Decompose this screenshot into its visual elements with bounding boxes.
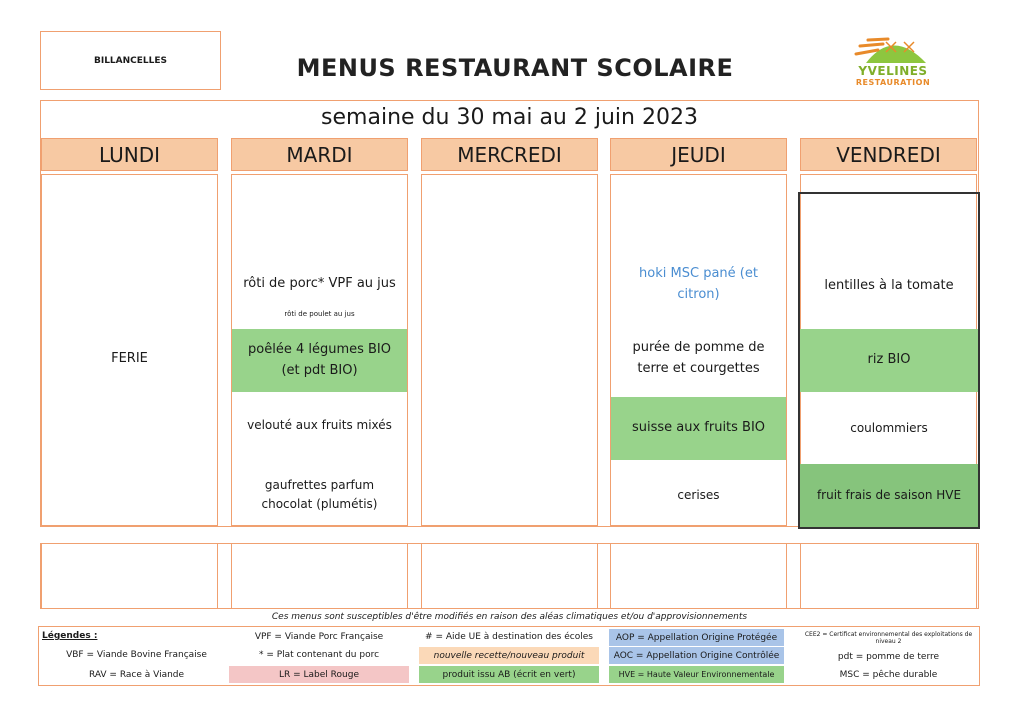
legend-label-rouge: LR = Label Rouge [229,666,409,683]
empty-cell-wednesday [421,543,598,609]
menu-item-dessert: cerises [677,488,720,503]
logo-text-yvelines: YVELINES [858,64,928,78]
menu-item-main: hoki MSC pané (et citron) [639,266,758,302]
day-header-monday: LUNDI [41,138,218,171]
disclaimer-text: Ces menus sont susceptibles d'être modifiés en raison des aléas climatiques et/ou d'approvisionnements [271,612,748,622]
legend-box [38,626,980,686]
legend-pork: * = Plat contenant du porc [258,650,380,660]
day-column-tuesday [231,174,408,526]
legend-vbf: VBF = Viande Bovine Française [66,650,207,660]
friday-menu-box [798,192,980,529]
page-title: MENUS RESTAURANT SCOLAIRE [296,54,734,82]
legend-organic: produit issu AB (écrit en vert) [419,666,599,683]
menu-item-main: lentilles à la tomate [824,277,954,293]
menu-item-main: rôti de porc* VPF au jus [243,275,396,291]
day-column-wednesday [421,174,598,526]
school-name-box [40,31,221,90]
empty-cell-monday [41,543,218,609]
day-header-thursday: JEUDI [610,138,787,171]
menu-item-side: purée de pomme de terre et courgettes [632,340,765,376]
legend-aoc: AOC = Appellation Origine Contrôlée [609,647,784,664]
logo-text-restauration: RESTAURATION [855,78,931,87]
legend-cee2: CEE2 = Certificat environnemental des exploitations de niveau 2 [804,630,973,645]
legend-new-recipe: nouvelle recette/nouveau produit [419,647,599,664]
day-column-thursday [610,174,787,526]
menu-item-alternative: rôti de poulet au jus [284,310,355,319]
week-title: semaine du 30 mai au 2 juin 2023 [321,105,698,130]
legend-aop: AOP = Appellation Origine Protégée [609,629,784,646]
legend-pdt: pdt = pomme de terre [837,652,940,662]
empty-cell-tuesday [231,543,408,609]
empty-cell-friday [800,543,977,609]
menu-item-dairy: velouté aux fruits mixés [247,418,392,433]
menu-item-dessert: gaufrettes parfum chocolat (plumétis) [261,477,378,511]
menu-item-dessert-hve: fruit frais de saison HVE [800,464,978,527]
day-header-wednesday: MERCREDI [421,138,598,171]
legend-msc: MSC = pêche durable [839,670,938,680]
day-column-monday [41,174,218,526]
legend-hve: HVE = Haute Valeur Environnementale [609,666,784,683]
menu-item-holiday: FERIE [111,350,148,366]
day-header-tuesday: MARDI [231,138,408,171]
menu-item-dairy: coulommiers [850,421,928,436]
menu-item-side-organic: riz BIO [800,329,978,392]
legend-ue: # = Aide UE à destination des écoles [425,632,593,642]
legend-rav: RAV = Race à Viande [88,670,185,680]
day-header-friday: VENDREDI [800,138,977,171]
legend-vpf: VPF = Viande Porc Française [254,632,384,642]
empty-cell-thursday [610,543,787,609]
menu-item-side-organic: poêlée 4 légumes BIO (et pdt BIO) [232,329,407,392]
yvelines-restauration-logo [838,30,938,90]
legend-title: Légendes : [42,631,98,641]
school-name: BILLANCELLES [93,55,168,66]
menu-item-dairy-organic: suisse aux fruits BIO [611,397,786,460]
